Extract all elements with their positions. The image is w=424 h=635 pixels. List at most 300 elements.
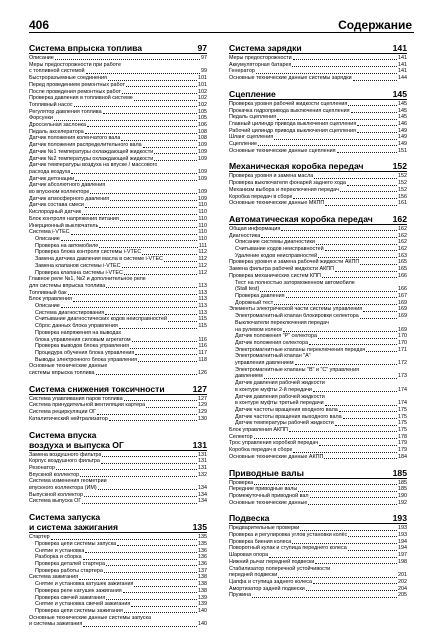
dot-leader bbox=[348, 536, 397, 537]
entry-page-number: 102 bbox=[198, 88, 207, 95]
entry-title: Основные технические данные сцепления bbox=[229, 147, 336, 154]
dot-leader bbox=[308, 504, 397, 505]
section-heading bbox=[229, 43, 407, 54]
dot-leader bbox=[90, 193, 197, 194]
dot-leader bbox=[292, 543, 397, 544]
entry-page-number: 185 bbox=[398, 479, 407, 486]
toc-entry bbox=[229, 253, 407, 260]
section-heading bbox=[29, 430, 207, 451]
toc-entry bbox=[29, 478, 207, 485]
toc-entry bbox=[29, 270, 207, 277]
entry-page-number: 131 bbox=[198, 464, 207, 471]
entry-page-number: 185 bbox=[398, 486, 407, 493]
toc-section bbox=[229, 43, 407, 82]
entry-page-number: 112 bbox=[198, 256, 207, 263]
dot-leader bbox=[83, 559, 197, 560]
toc-entry bbox=[29, 402, 207, 409]
entry-page-number: 194 bbox=[398, 545, 407, 552]
dot-leader bbox=[105, 314, 197, 315]
section-page-number: 193 bbox=[392, 513, 407, 524]
toc-entry bbox=[29, 129, 207, 136]
toc-entry bbox=[29, 115, 207, 122]
dot-leader bbox=[337, 152, 397, 153]
dot-leader bbox=[99, 247, 198, 248]
dot-leader bbox=[131, 606, 197, 607]
entry-title: Проверка выводов блока управления bbox=[35, 343, 129, 350]
dot-leader bbox=[261, 237, 397, 238]
entry-title: Снятие и установка катушек зажигания bbox=[35, 581, 134, 588]
entry-page-number: 102 bbox=[198, 101, 207, 108]
section-title: Система снижения токсичности bbox=[29, 383, 165, 394]
dot-leader bbox=[343, 418, 397, 419]
toc-entry bbox=[29, 588, 207, 595]
entry-title: После проведения ремонтных работ bbox=[29, 88, 121, 95]
entry-title: Топливный бак bbox=[29, 289, 67, 296]
toc-entry bbox=[229, 480, 407, 487]
entry-page-number: 110 bbox=[198, 229, 207, 236]
entry-page-number: 201 bbox=[398, 572, 407, 579]
dot-leader bbox=[154, 160, 197, 161]
entry-title: Проверка блока контроля системы i-VTEC bbox=[35, 249, 142, 256]
toc-entry bbox=[29, 182, 207, 189]
entry-page-number: 198 bbox=[398, 558, 407, 565]
dot-leader bbox=[121, 140, 197, 141]
toc-entry bbox=[29, 296, 207, 303]
section-title: Автоматическая коробка передач bbox=[229, 213, 373, 224]
dot-leader bbox=[295, 364, 397, 365]
entry-page-number: 175 bbox=[398, 420, 407, 427]
entry-title: Система принудительной вентиляции картера bbox=[29, 402, 146, 409]
entry-page-number: 162 bbox=[398, 246, 407, 253]
toc-entry bbox=[29, 149, 207, 156]
entry-title: Общая информация bbox=[229, 225, 281, 232]
section-page-number: 131 bbox=[192, 439, 207, 450]
toc-entry bbox=[29, 615, 207, 622]
entry-title: Электромагнитные клапаны переключения передач bbox=[235, 346, 366, 353]
entry-page-number: 151 bbox=[398, 147, 407, 154]
entry-title: Датчик атмосферного давления bbox=[29, 195, 110, 202]
dot-leader bbox=[71, 173, 197, 174]
toc-entry bbox=[29, 303, 207, 310]
entry-title: Меры предосторожности bbox=[229, 55, 292, 61]
entry-title: на рулевом колесе bbox=[235, 326, 283, 333]
entry-title: Диагностика bbox=[229, 232, 261, 239]
entry-title: Система диагностирования bbox=[35, 309, 105, 316]
entry-title: Система улавливания паров топлива bbox=[29, 395, 123, 402]
entry-page-number: 149 bbox=[398, 134, 407, 141]
dot-leader bbox=[110, 200, 197, 201]
toc-entry bbox=[29, 236, 207, 243]
entry-page-number: 126 bbox=[198, 370, 207, 377]
entry-title: Выпускной коллектор bbox=[29, 491, 83, 498]
toc-entry bbox=[29, 337, 207, 344]
section-title: Подвеска bbox=[229, 513, 270, 524]
dot-leader bbox=[283, 331, 397, 332]
entry-page-number: 141 bbox=[398, 55, 407, 61]
entry-title: Датчик температуры рабочей жидкости bbox=[235, 420, 334, 427]
toc-entry bbox=[229, 226, 407, 233]
entry-page-number: 115 bbox=[198, 316, 207, 323]
dot-leader bbox=[289, 431, 397, 432]
dot-leader bbox=[314, 178, 397, 179]
toc-entry bbox=[229, 353, 407, 360]
toc-entry bbox=[229, 493, 407, 500]
entry-page-number: 165 bbox=[398, 266, 407, 273]
entry-title: Система выпуска ОГ bbox=[29, 498, 82, 505]
entry-title: Рабочий цилиндр привода выключения сцепления bbox=[229, 127, 356, 134]
page-title: Содержание bbox=[338, 18, 412, 32]
entry-title: Проверка уровня и замена рабочей жидкости АКПП bbox=[229, 259, 360, 266]
entry-page-number: 137 bbox=[198, 567, 207, 574]
toc-entry bbox=[29, 465, 207, 472]
toc-entry bbox=[29, 276, 207, 283]
toc-entry bbox=[229, 306, 407, 313]
entry-page-number: 184 bbox=[398, 453, 407, 460]
section-page-number: 185 bbox=[392, 467, 407, 478]
section-title: Система зарядки bbox=[229, 43, 302, 53]
toc-entry bbox=[229, 545, 407, 552]
toc-entry bbox=[29, 363, 207, 370]
toc-entry bbox=[229, 75, 407, 82]
section-title: Система впрыска топлива bbox=[29, 43, 143, 53]
toc-entry bbox=[229, 173, 407, 180]
entry-title: Топливный насос bbox=[29, 101, 73, 108]
entry-title: в контуре муфты 2-й передачи bbox=[235, 386, 312, 393]
toc-entry bbox=[229, 539, 407, 546]
entry-page-number: 138 bbox=[198, 574, 207, 581]
dot-leader bbox=[274, 304, 397, 305]
toc-entry bbox=[229, 286, 407, 293]
dot-leader bbox=[164, 261, 197, 262]
dot-leader bbox=[87, 126, 197, 127]
entry-page-number: 174 bbox=[398, 386, 407, 393]
entry-page-number: 117 bbox=[198, 349, 207, 356]
entry-title: Основные технические данные bbox=[229, 499, 308, 506]
section-page-number: 145 bbox=[392, 88, 407, 99]
entry-page-number: 162 bbox=[398, 225, 407, 232]
entry-page-number: 106 bbox=[198, 122, 207, 129]
entry-title: Считывание диагностических кодов неисправностей bbox=[35, 316, 167, 323]
entry-title: Блок управления bbox=[29, 296, 72, 303]
dot-leader bbox=[75, 180, 197, 181]
entry-title: передней подвески bbox=[229, 572, 278, 579]
entry-title: Проверка давления в топливной системе bbox=[29, 95, 133, 102]
toc-entry bbox=[29, 472, 207, 479]
entry-page-number: 99 bbox=[201, 68, 207, 75]
toc-section bbox=[29, 512, 207, 628]
toc-entry bbox=[229, 572, 407, 579]
toc-entry bbox=[29, 243, 207, 250]
entry-page-number: 113 bbox=[198, 282, 207, 289]
entry-page-number: 202 bbox=[398, 579, 407, 585]
toc-section bbox=[229, 214, 407, 461]
dot-leader bbox=[122, 93, 197, 94]
entry-page-number: 101 bbox=[198, 81, 207, 88]
entry-page-number: 105 bbox=[198, 108, 207, 115]
toc-entry bbox=[229, 128, 407, 135]
entry-page-number: 166 bbox=[398, 272, 407, 279]
entry-page-number: 141 bbox=[398, 61, 407, 68]
dot-leader bbox=[348, 105, 397, 106]
toc-entry bbox=[229, 121, 407, 128]
toc-entry bbox=[29, 492, 207, 499]
toc-entry bbox=[29, 485, 207, 492]
entry-page-number: 110 bbox=[198, 235, 207, 242]
entry-page-number: 174 bbox=[398, 400, 407, 407]
dot-leader bbox=[61, 307, 198, 308]
dot-leader bbox=[123, 592, 197, 593]
toc-entry bbox=[29, 135, 207, 142]
dot-leader bbox=[104, 572, 197, 573]
toc-entry bbox=[229, 447, 407, 454]
entry-title: Система i-VTEC bbox=[29, 229, 70, 236]
entry-page-number: 173 bbox=[398, 373, 407, 380]
entry-page-number: 169 bbox=[398, 313, 407, 320]
dot-leader bbox=[130, 348, 197, 349]
dot-leader bbox=[97, 414, 197, 415]
entry-title: Стартер bbox=[29, 534, 50, 541]
entry-title: Блок контроля напряжения питания bbox=[29, 215, 119, 222]
entry-page-number: 113 bbox=[198, 303, 207, 310]
toc-entry bbox=[229, 380, 407, 387]
toc-entry bbox=[229, 360, 407, 367]
entry-title: Элементы электрической части системы управления bbox=[229, 306, 363, 313]
dot-leader bbox=[98, 489, 197, 490]
entry-title: Амортизатор задней подвески bbox=[229, 585, 305, 592]
dot-leader bbox=[106, 287, 197, 288]
dot-leader bbox=[286, 297, 397, 298]
dot-leader bbox=[134, 586, 197, 587]
entry-title: Кислородный датчик bbox=[29, 209, 82, 216]
toc-entry bbox=[229, 400, 407, 407]
toc-entry bbox=[229, 500, 407, 507]
entry-title: Описание bbox=[35, 303, 60, 310]
entry-page-number: 138 bbox=[198, 587, 207, 594]
entry-title: Описание bbox=[29, 55, 54, 61]
entry-title: Проверка деталей стартера bbox=[35, 561, 106, 567]
entry-page-number: 134 bbox=[198, 485, 207, 492]
entry-page-number: 145 bbox=[398, 114, 407, 121]
dot-leader bbox=[256, 73, 397, 74]
dot-leader bbox=[101, 463, 197, 464]
toc-entry bbox=[229, 454, 407, 461]
toc-entry bbox=[29, 209, 207, 216]
dot-leader bbox=[366, 351, 397, 352]
dot-leader bbox=[325, 250, 397, 251]
dot-leader bbox=[54, 120, 197, 121]
dot-leader bbox=[315, 563, 397, 564]
toc-section bbox=[229, 161, 407, 207]
dot-leader bbox=[278, 577, 397, 578]
entry-page-number: 136 bbox=[198, 554, 207, 561]
entry-title: Датчик частоты вращения входного вала bbox=[235, 406, 338, 413]
entry-page-number: 152 bbox=[398, 186, 407, 193]
toc-entry bbox=[29, 409, 207, 416]
entry-page-number: 127 bbox=[198, 395, 207, 402]
dot-leader bbox=[146, 407, 197, 408]
toc-entry bbox=[229, 293, 407, 300]
entry-title: во впускном коллекторе bbox=[29, 189, 90, 196]
dot-leader bbox=[108, 80, 197, 81]
left-column bbox=[29, 43, 207, 635]
entry-title: Разборка и сборка bbox=[35, 554, 82, 561]
dot-leader bbox=[138, 361, 197, 362]
section-page-number: 127 bbox=[192, 383, 207, 394]
section-heading bbox=[229, 513, 407, 524]
toc-entry bbox=[229, 55, 407, 62]
dot-leader bbox=[80, 476, 197, 477]
entry-title: Дроссельная заслонка bbox=[29, 122, 87, 129]
entry-title: Снятие и установка bbox=[35, 547, 85, 554]
toc-entry bbox=[229, 233, 407, 240]
dot-leader bbox=[357, 132, 397, 133]
dot-leader bbox=[82, 503, 197, 504]
toc-entry bbox=[229, 273, 407, 280]
dot-leader bbox=[313, 391, 397, 392]
toc-entry bbox=[229, 148, 407, 155]
entry-title: Селектор bbox=[229, 433, 253, 440]
entry-title: Датчик давления рабочей жидкости bbox=[235, 380, 325, 387]
dot-leader bbox=[281, 230, 397, 231]
entry-page-number: 109 bbox=[198, 175, 207, 182]
entry-title: Проверка выключателя фонарей заднего хода bbox=[229, 180, 346, 187]
entry-page-number: 149 bbox=[398, 127, 407, 134]
entry-page-number: 97 bbox=[201, 55, 207, 61]
dot-leader bbox=[318, 257, 397, 258]
entry-title: Система зажигания bbox=[29, 574, 79, 581]
toc-entry bbox=[29, 396, 207, 403]
dot-leader bbox=[56, 469, 197, 470]
toc-entry bbox=[29, 229, 207, 236]
entry-title: Педаль сцепления bbox=[229, 114, 277, 121]
toc-entry bbox=[229, 434, 407, 441]
dot-leader bbox=[292, 66, 397, 67]
toc-entry bbox=[29, 189, 207, 196]
toc-entry bbox=[229, 300, 407, 307]
entry-page-number: 109 bbox=[198, 148, 207, 155]
toc-section bbox=[229, 513, 407, 599]
entry-page-number: 163 bbox=[398, 252, 407, 259]
entry-page-number: 129 bbox=[198, 409, 207, 416]
toc-entry bbox=[29, 534, 207, 541]
entry-title: Проверка реле катушек зажигания bbox=[35, 587, 122, 594]
toc-entry bbox=[229, 187, 407, 194]
entry-title: Проверка цепи системы запуска bbox=[35, 540, 117, 547]
dot-leader bbox=[71, 234, 198, 235]
entry-title: Главное реле №1, №2 и дополнительное реле bbox=[29, 276, 146, 283]
entry-title: Проверка свечей зажигания bbox=[35, 594, 106, 601]
dot-leader bbox=[83, 626, 197, 627]
toc-entry bbox=[29, 458, 207, 465]
dot-leader bbox=[260, 291, 397, 292]
entry-page-number: 101 bbox=[198, 75, 207, 82]
toc-entry bbox=[229, 552, 407, 559]
toc-entry bbox=[29, 109, 207, 116]
entry-title: Основные технические данные МКПП bbox=[229, 200, 325, 207]
dot-leader bbox=[293, 198, 397, 199]
toc-entry bbox=[29, 595, 207, 602]
entry-title: Впускной коллектор bbox=[29, 471, 80, 478]
toc-entry bbox=[229, 141, 407, 148]
entry-title: Каталитический нейтрализатор bbox=[29, 415, 108, 422]
dot-leader bbox=[124, 274, 198, 275]
entry-title: Шаровая опора bbox=[229, 552, 269, 559]
toc-entry bbox=[29, 283, 207, 290]
toc-entry bbox=[29, 95, 207, 102]
toc-entry bbox=[29, 102, 207, 109]
entry-title: Предварительные проверки bbox=[229, 525, 300, 532]
entry-title: Регулятор давления топлива bbox=[29, 108, 102, 115]
toc-entry bbox=[229, 327, 407, 334]
dot-leader bbox=[319, 445, 397, 446]
entry-title: Описание системы диагностики bbox=[235, 239, 315, 246]
entry-title: Замена клапанов системы i-VTEC bbox=[35, 262, 121, 269]
entry-page-number: 169 bbox=[398, 326, 407, 333]
toc-entry bbox=[29, 541, 207, 548]
entry-page-number: 110 bbox=[198, 209, 207, 216]
dot-leader bbox=[51, 539, 197, 540]
entry-title: Датчик положения коленчатого вала bbox=[29, 135, 121, 142]
entry-title: Датчик №2 температуры охлаждающей жидкости bbox=[29, 155, 154, 162]
dot-leader bbox=[269, 557, 397, 558]
entry-page-number: 194 bbox=[398, 538, 407, 545]
section-heading bbox=[229, 89, 407, 100]
dot-leader bbox=[96, 374, 198, 375]
dot-leader bbox=[132, 341, 198, 342]
entry-page-number: 140 bbox=[198, 607, 207, 614]
dot-leader bbox=[103, 113, 197, 114]
entry-page-number: 113 bbox=[198, 289, 207, 296]
dot-leader bbox=[55, 59, 200, 60]
toc-entry bbox=[29, 357, 207, 364]
entry-page-number: 179 bbox=[398, 447, 407, 454]
entry-title: Датчик положения селектора bbox=[235, 339, 309, 346]
toc-entry bbox=[29, 561, 207, 568]
right-column bbox=[229, 43, 407, 606]
toc-section bbox=[29, 430, 207, 506]
dot-leader bbox=[360, 264, 397, 265]
page-header bbox=[29, 18, 414, 33]
toc-entry bbox=[29, 223, 207, 230]
entry-page-number: 109 bbox=[198, 155, 207, 162]
entry-page-number: 113 bbox=[198, 309, 207, 316]
dot-leader bbox=[142, 254, 197, 255]
entry-page-number: 110 bbox=[198, 222, 207, 229]
entry-page-number: 152 bbox=[398, 180, 407, 187]
toc-entry bbox=[29, 310, 207, 317]
entry-page-number: 116 bbox=[198, 336, 207, 343]
dot-leader bbox=[154, 153, 197, 154]
entry-title: и системы зажигания bbox=[29, 621, 83, 628]
toc-entry bbox=[29, 55, 207, 62]
entry-title: Выводы электронного блока управления bbox=[35, 356, 138, 363]
entry-title: давлением bbox=[235, 373, 263, 380]
entry-page-number: 162 bbox=[398, 239, 407, 246]
toc-entry bbox=[29, 196, 207, 203]
toc-section bbox=[29, 384, 207, 423]
entry-title: Шланг сцепления bbox=[229, 134, 274, 141]
entry-page-number: 110 bbox=[198, 215, 207, 222]
entry-title: Проверка механических систем КПП bbox=[229, 272, 321, 279]
toc-entry bbox=[29, 330, 207, 337]
toc-section bbox=[229, 468, 407, 507]
entry-title: с топливной системой bbox=[29, 68, 85, 75]
entry-page-number: 138 bbox=[198, 581, 207, 588]
toc-entry bbox=[29, 316, 207, 323]
toc-entry bbox=[229, 333, 407, 340]
toc-entry bbox=[29, 498, 207, 505]
entry-page-number: 178 bbox=[398, 433, 407, 440]
